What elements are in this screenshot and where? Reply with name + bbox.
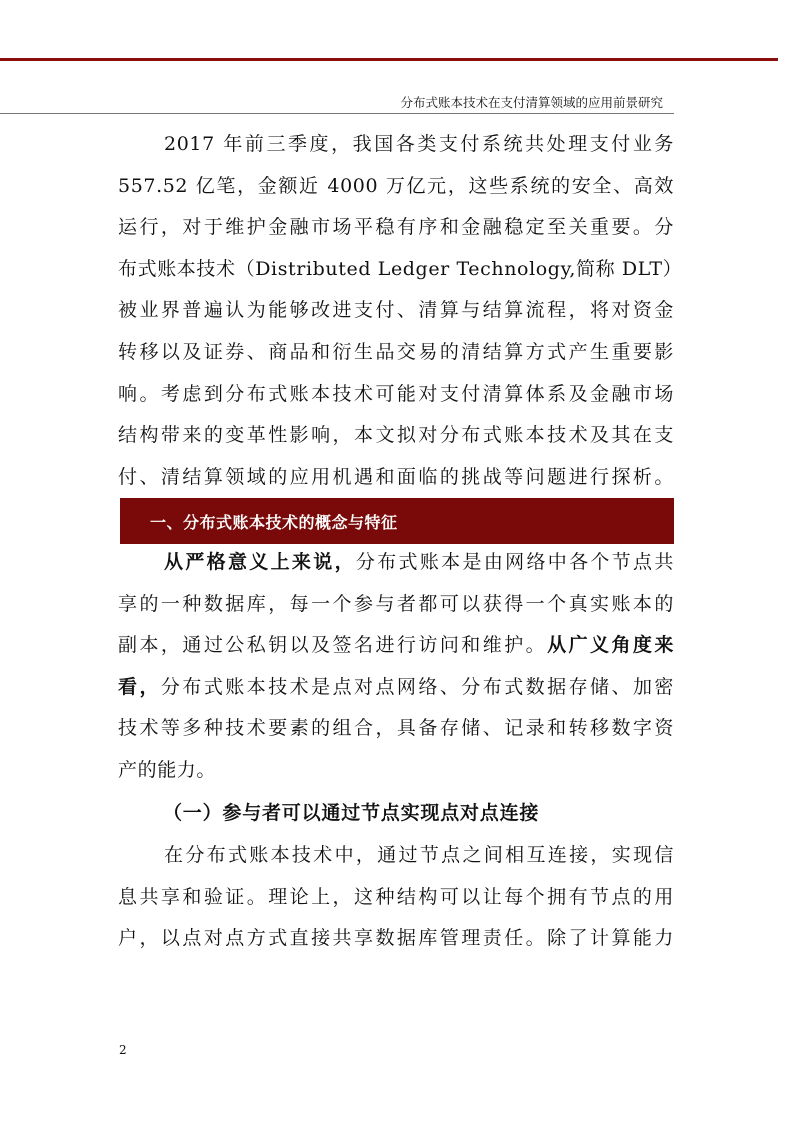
text-run: 分布式账本是由网络中各个节点共	[355, 551, 674, 573]
top-accent-rule	[0, 58, 778, 61]
bold-lead-phrase: 从严格意义上来说，	[164, 551, 356, 573]
text-line: 产的能力。	[118, 758, 217, 781]
text-line	[118, 542, 674, 584]
body-paragraph	[118, 835, 674, 960]
text-line: 557.52 亿笔，金额近 4000 万亿元，这些系统的安全、高效	[118, 174, 674, 197]
text-line: 付、清结算领域的应用机遇和面临的挑战等问题进行探析。	[118, 465, 674, 488]
intro-paragraph	[118, 124, 683, 498]
text-line: 转移以及证券、商品和衍生品交易的清结算方式产生重要影	[118, 340, 674, 363]
text-line	[118, 625, 674, 667]
text-line: 在分布式账本技术中，通过节点之间相互连接，实现信	[164, 844, 674, 866]
page-number: 2	[119, 1043, 127, 1057]
bold-lead-phrase: 看，	[118, 675, 161, 698]
text-line: 2017 年前三季度，我国各类支付系统共处理支付业务	[164, 133, 674, 155]
text-line: 布式账本技术（Distributed Ledger Technology,简称 DLT）	[118, 257, 683, 280]
section-heading: 一、分布式账本技术的概念与特征	[150, 513, 398, 532]
text-line: 运行，对于维护金融市场平稳有序和金融稳定至关重要。分	[118, 216, 674, 239]
text-line: 息共享和验证。理论上，这种结构可以让每个拥有节点的用	[118, 885, 674, 908]
section-heading-bar	[120, 498, 674, 544]
text-run: 分布式账本技术是点对点网络、分布式数据存储、加密	[160, 675, 675, 698]
bold-lead-phrase: 从广义角度来	[547, 634, 674, 657]
text-line: 响。考虑到分布式账本技术可能对支付清算体系及金融市场	[118, 382, 674, 405]
text-line: 结构带来的变革性影响，本文拟对分布式账本技术及其在支	[118, 424, 674, 447]
text-line: 户，以点对点方式直接共享数据库管理责任。除了计算能力	[118, 927, 674, 950]
subsection-heading: （一）参与者可以通过节点实现点对点连接	[163, 802, 540, 824]
header-divider	[0, 113, 674, 114]
text-line: 被业界普遍认为能够改进支付、清算与结算流程，将对资金	[118, 299, 674, 322]
running-header-title: 分布式账本技术在支付清算领域的应用前景研究	[400, 95, 663, 110]
text-line: 技术等多种技术要素的组合，具备存储、记录和转移数字资	[118, 717, 674, 740]
definition-paragraph	[118, 542, 674, 792]
text-run: 副本，通过公私钥以及签名进行访问和维护。	[118, 634, 548, 657]
text-line	[118, 667, 674, 709]
text-line: 享的一种数据库，每一个参与者都可以获得一个真实账本的	[118, 592, 674, 615]
